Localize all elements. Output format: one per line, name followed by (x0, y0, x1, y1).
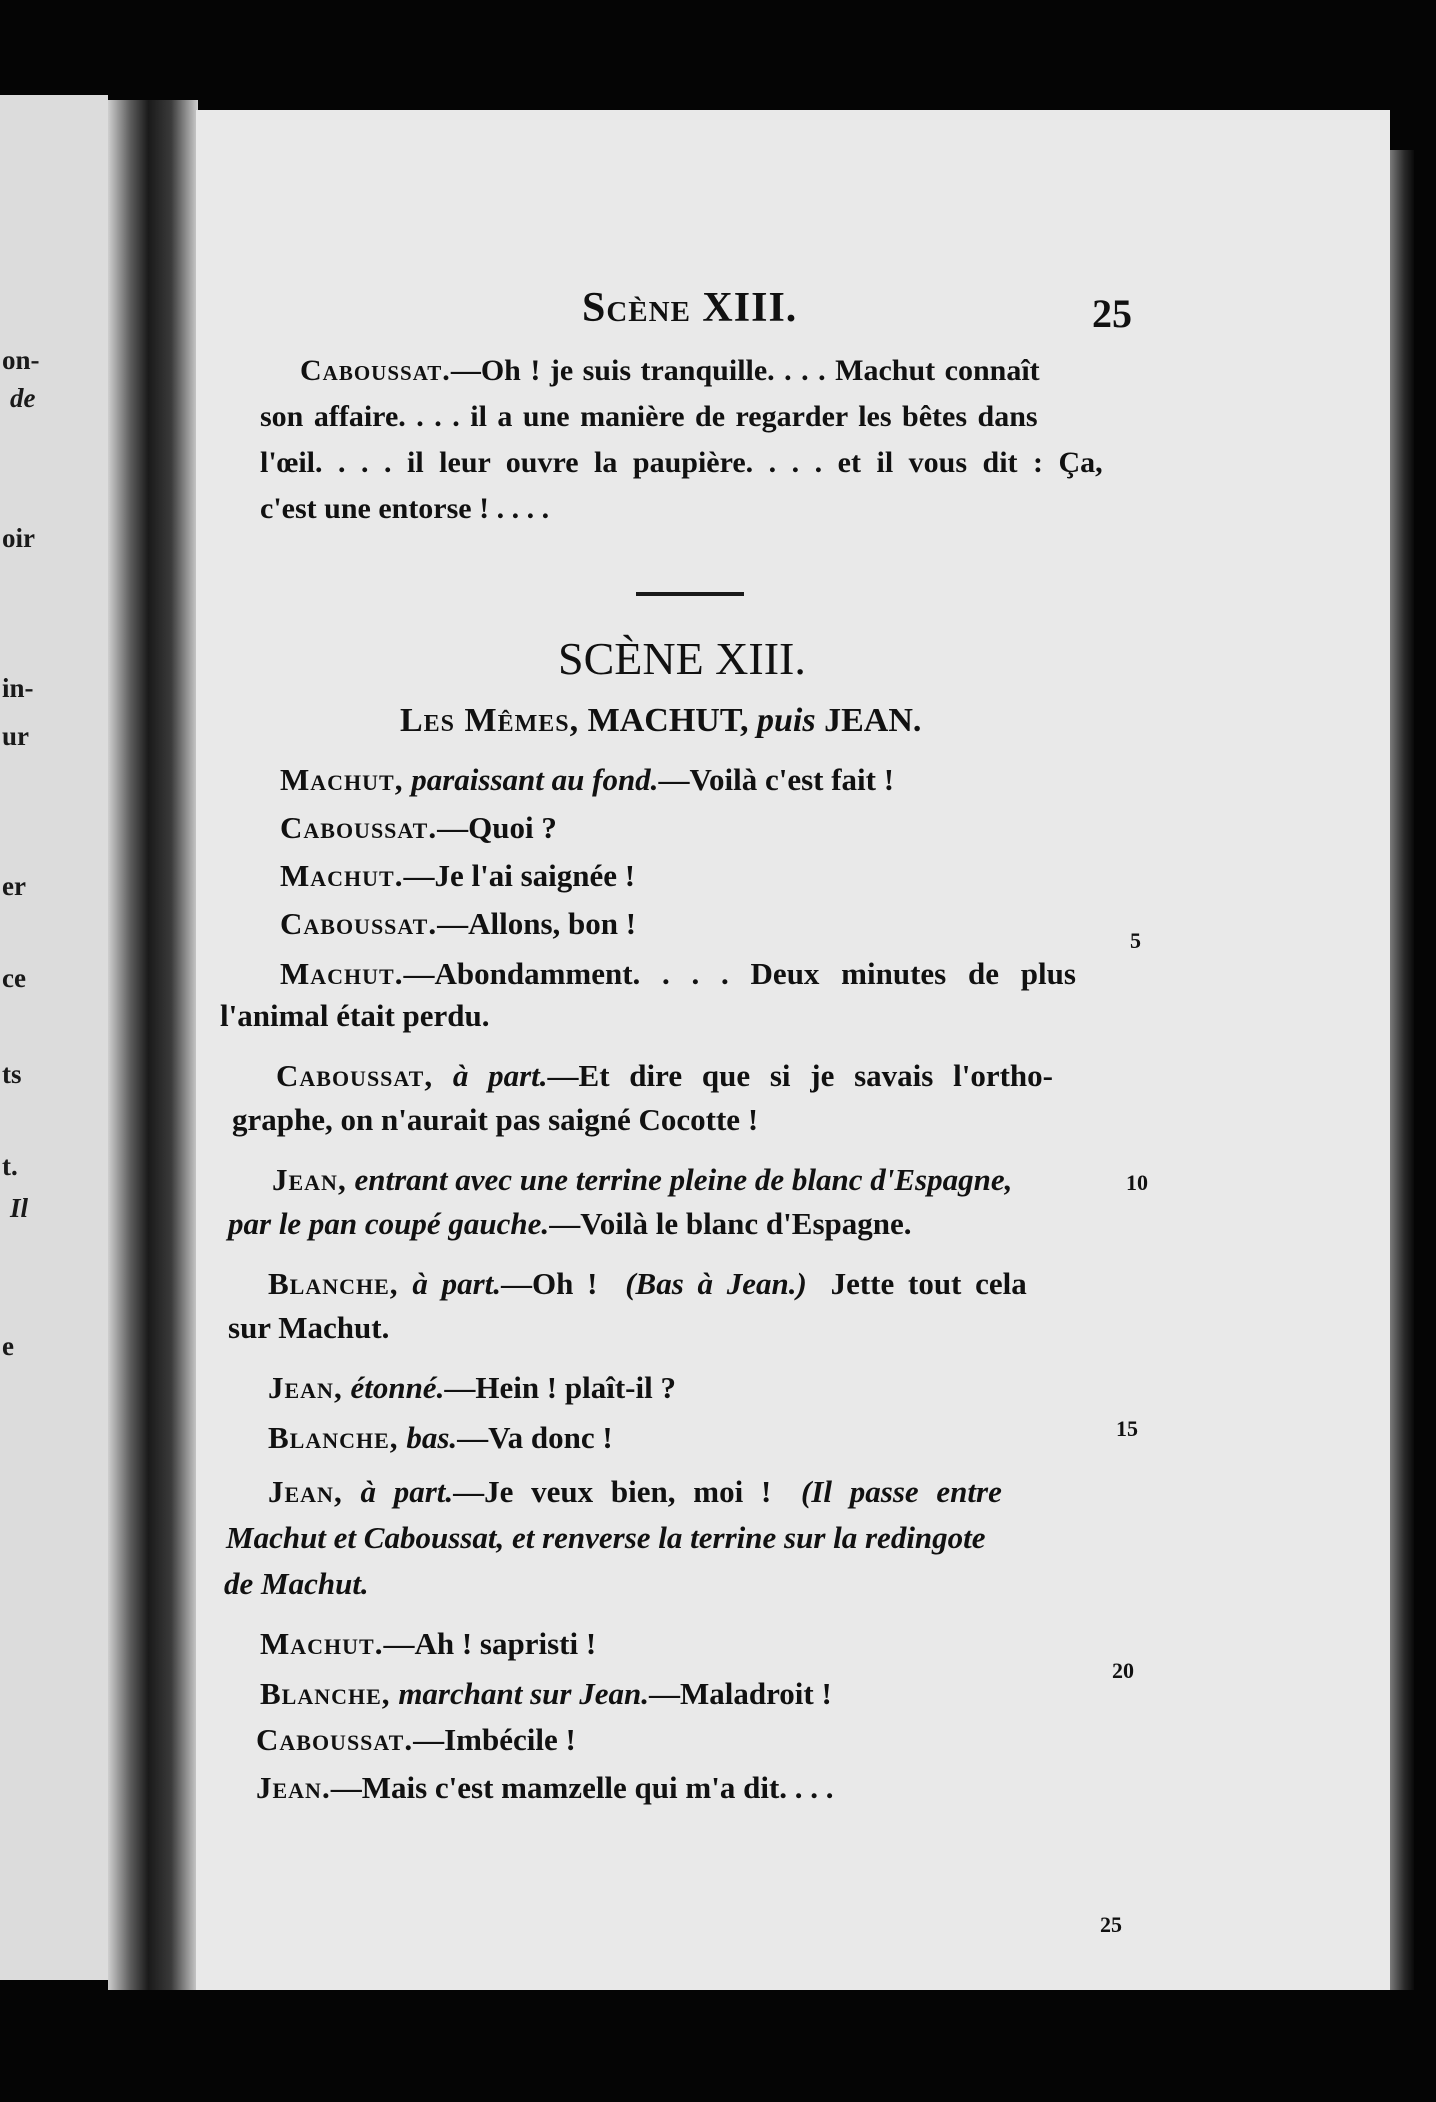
stage-direction-continuation: Machut et Caboussat, et renverse la terrine sur la redingote (226, 1520, 986, 1555)
dialogue-line (272, 1162, 1012, 1198)
speaker-name: Machut. (280, 858, 404, 893)
speaker-name: Blanche, (260, 1676, 391, 1711)
dialogue-line (280, 762, 894, 798)
stage-direction: par le pan coupé gauche. (228, 1206, 550, 1241)
dialogue-line (276, 1058, 1053, 1094)
cast-les-memes: Les Mêmes, (400, 702, 580, 739)
dialogue-line (280, 810, 557, 846)
speaker-name: Jean, (268, 1370, 343, 1405)
dialogue-continuation (228, 1206, 912, 1242)
book-page (196, 110, 1390, 1990)
left-page-fragment (0, 95, 108, 1980)
line-number: 10 (1126, 1170, 1148, 1195)
stage-direction: paraissant au fond. (411, 762, 659, 797)
speaker-name: Caboussat. (300, 354, 451, 387)
speaker-name: Blanche, (268, 1420, 399, 1455)
stage-direction: marchant sur Jean. (398, 1676, 649, 1711)
speaker-name: Jean, (272, 1162, 347, 1197)
line-number: 15 (1116, 1416, 1138, 1441)
dialogue-continuation: l'animal était perdu. (220, 998, 490, 1033)
dialogue-text: —Ah ! sapristi ! (383, 1626, 597, 1661)
speaker-name: Caboussat. (280, 906, 438, 941)
dialogue-line (268, 1420, 613, 1456)
speaker-name: Caboussat, (276, 1058, 434, 1093)
left-fragment: on- (2, 345, 40, 375)
stage-direction: étonné. (350, 1370, 445, 1405)
cast-machut: MACHUT, (587, 702, 749, 739)
left-fragment: oir (2, 523, 35, 553)
left-fragment: ce (2, 963, 26, 993)
left-fragment: Il (10, 1193, 29, 1223)
speaker-name: Machut. (260, 1626, 384, 1661)
left-fragment: de (10, 383, 36, 413)
left-fragment: t. (2, 1151, 18, 1181)
dialogue-text: —Hein ! plaît-il ? (444, 1370, 676, 1405)
stage-direction: (Bas à Jean.) (625, 1266, 807, 1301)
page-number: 25 (1092, 291, 1132, 336)
stage-direction: à part. (412, 1266, 501, 1301)
stage-direction: bas. (406, 1420, 458, 1455)
dialogue-text: —Allons, bon ! (437, 906, 637, 941)
speaker-name: Machut. (280, 956, 404, 991)
dialogue-line (268, 1370, 676, 1406)
dialogue-line (256, 1722, 576, 1758)
left-fragment: ts (2, 1059, 22, 1089)
dialogue-line (256, 1770, 834, 1806)
stage-direction: (Il passe entre (801, 1474, 1002, 1509)
dialogue-text: —Mais c'est mamzelle qui m'a dit. . . . (330, 1770, 834, 1805)
stage-direction: à part. (360, 1474, 454, 1509)
speaker-name: Jean, (268, 1474, 343, 1509)
text-line: son affaire. . . . il a une manière de regarder les bêtes dans (260, 400, 1038, 433)
text-line: l'œil. . . . il leur ouvre la paupière. . . . et il vous dit : Ça, (260, 446, 1103, 479)
dialogue-line (280, 956, 1076, 992)
dialogue-text: Jette tout cela (830, 1266, 1027, 1301)
scene-heading: SCÈNE XIII. (558, 633, 806, 684)
dialogue-line (260, 1626, 596, 1662)
dialogue-line (268, 1474, 1002, 1510)
stage-direction: à part. (452, 1058, 548, 1093)
dialogue-text: —Va donc ! (457, 1420, 613, 1455)
cast-jean: JEAN. (824, 702, 922, 739)
line-number: 5 (1130, 928, 1141, 953)
page-edge (1390, 150, 1414, 1990)
dialogue-text: —Imbécile ! (413, 1722, 576, 1757)
speaker-name: Blanche, (268, 1266, 399, 1301)
dialogue-text: —Et dire que si je savais l'ortho- (547, 1058, 1053, 1093)
cast-list (400, 702, 921, 740)
stage-direction-continuation: de Machut. (224, 1566, 369, 1601)
dialogue-line (280, 906, 636, 942)
stage-direction: entrant avec une terrine pleine de blanc d'Espagne, (354, 1162, 1013, 1197)
speaker-name: Caboussat. (280, 810, 438, 845)
left-fragment: ur (2, 721, 29, 751)
speaker-name: Jean. (256, 1770, 331, 1805)
line-number: 25 (1100, 1912, 1122, 1937)
dialogue-line (260, 1676, 832, 1712)
speaker-name: Caboussat. (256, 1722, 414, 1757)
dialogue-text: —Voilà le blanc d'Espagne. (549, 1206, 912, 1241)
dialogue-text: —Oh ! je suis tranquille. . . . Machut connaît (450, 354, 1040, 387)
dialogue-text: —Je veux bien, moi ! (453, 1474, 772, 1509)
book-gutter (108, 100, 198, 1990)
line-number: 20 (1112, 1658, 1134, 1683)
dialogue-text: —Abondamment. . . . Deux minutes de plus (403, 956, 1076, 991)
dialogue-line (280, 858, 635, 894)
dialogue-text: —Quoi ? (437, 810, 557, 845)
speaker-name: Machut, (280, 762, 404, 797)
left-fragment: in- (2, 673, 34, 703)
dialogue-text: —Maladroit ! (648, 1676, 832, 1711)
dialogue-continuation: graphe, on n'aurait pas saigné Cocotte ! (232, 1102, 759, 1137)
dialogue-continuation: sur Machut. (228, 1310, 390, 1345)
dialogue-text: —Je l'ai saignée ! (403, 858, 636, 893)
left-fragment: er (2, 871, 26, 901)
section-divider (636, 592, 744, 596)
dialogue-text: —Oh ! (501, 1266, 598, 1301)
text-line: c'est une entorse ! . . . . (260, 492, 550, 525)
dialogue-line (268, 1266, 1027, 1302)
text-line (300, 354, 1040, 388)
dialogue-text: —Voilà c'est fait ! (658, 762, 895, 797)
running-header-title: Scène XIII. (582, 285, 798, 331)
left-fragment: e (2, 1331, 14, 1361)
cast-puis: puis (757, 702, 816, 739)
